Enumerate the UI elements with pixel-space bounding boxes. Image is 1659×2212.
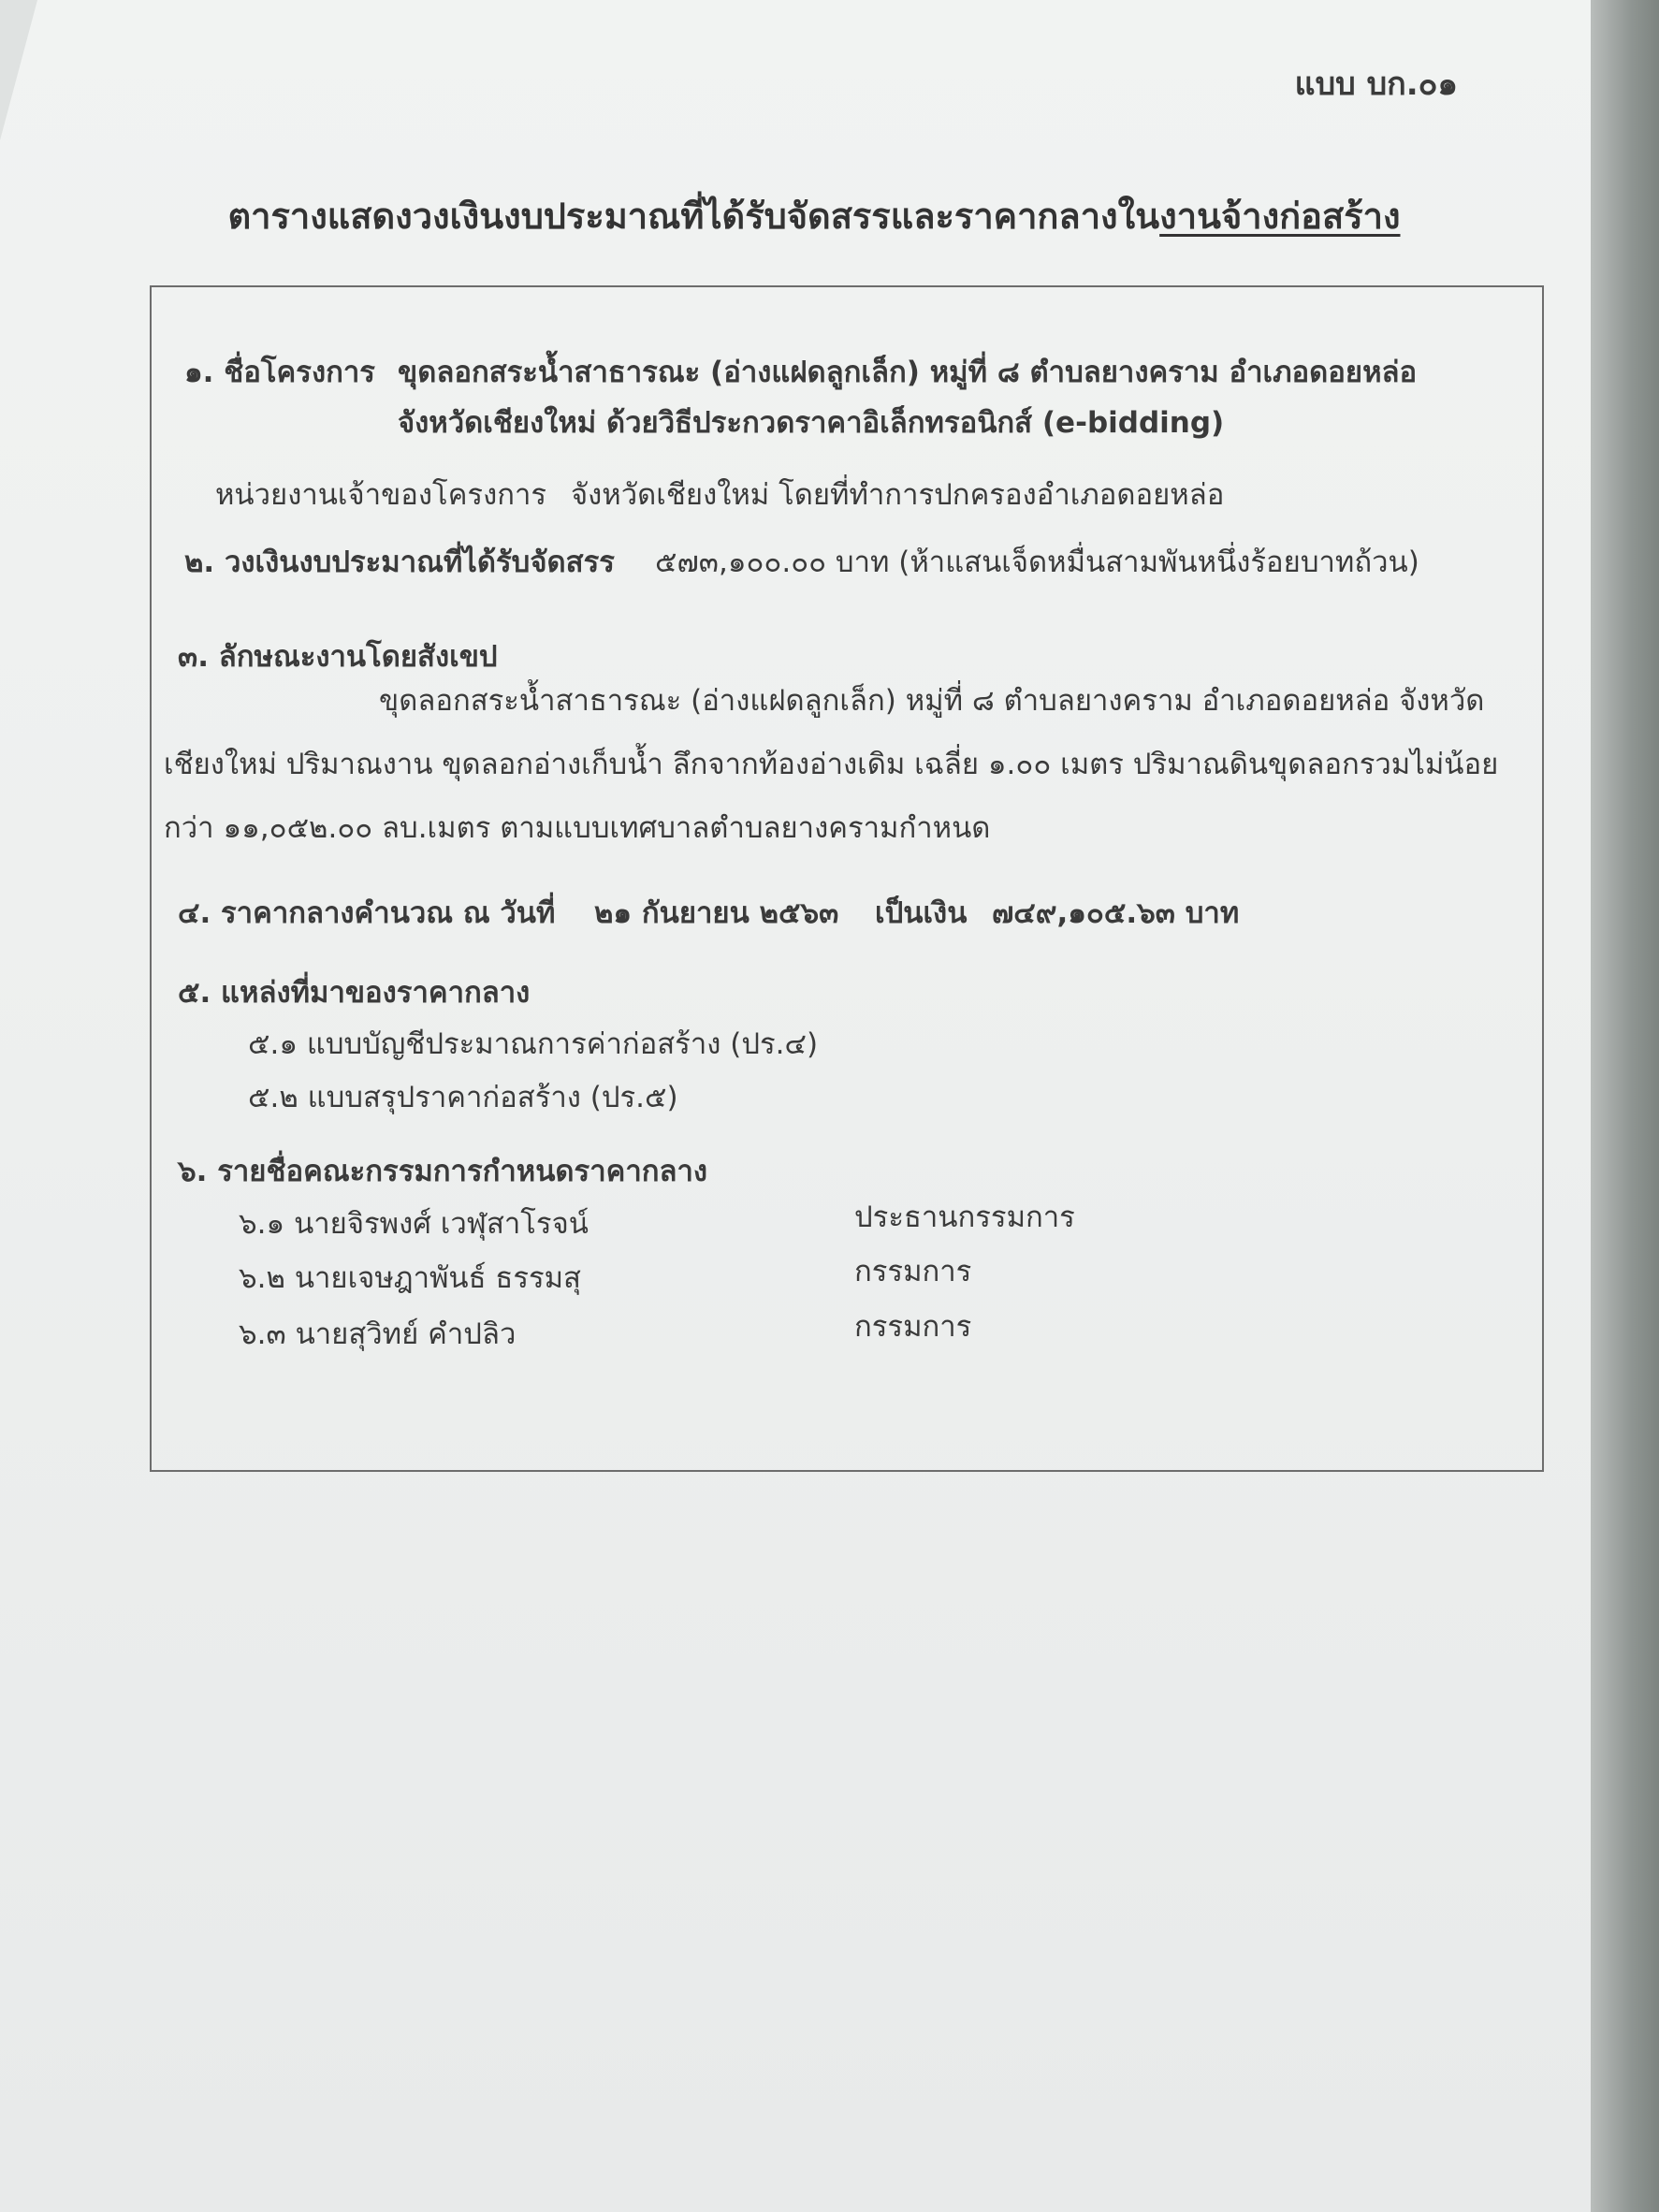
title-underlined: งานจ้างก่อสร้าง — [1159, 196, 1401, 237]
committee-member-name: ๖.๒ นายเจษฎาพันธ์ ธรรมสุ — [239, 1261, 581, 1295]
committee-member-name: ๖.๓ นายสุวิทย์ คำปลิว — [239, 1317, 517, 1351]
page-corner — [0, 0, 37, 140]
item6-label: ๖. รายชื่อคณะกรรมการกำหนดราคากลาง — [178, 1155, 708, 1188]
project-name-line2: จังหวัดเชียงใหม่ ด้วยวิธีประกวดราคาอิเล็กทรอนิกส์ (e-bidding) — [398, 406, 1225, 440]
calc-date: ๒๑ กันยายน ๒๕๖๓ — [594, 896, 839, 930]
form-code: แบบ บก.๐๑ — [1294, 65, 1458, 103]
source-item: ๕.๒ แบบสรุปราคาก่อสร้าง (ปร.๕) — [248, 1081, 678, 1114]
item5-label: ๕. แหล่งที่มาของราคากลาง — [178, 976, 531, 1010]
budget-amount: ๕๗๓,๑๐๐.๐๐ บาท (ห้าแสนเจ็ดหมื่นสามพันหนึ่งร้อยบาทถ้วน) — [655, 546, 1419, 579]
work-description: ขุดลอกสระน้ำสาธารณะ (อ่างแฝดลูกเล็ก) หมู่ที่ ๘ ตำบลยางคราม อำเภอดอยหล่อ จังหวัดเชียงใหม่ ปริมาณงาน ขุดลอกอ่างเก็บน้ำ ลึกจากท้องอ่างเดิม เฉลี่ย ๑.๐๐ เมตร ปริมาณดินขุดลอกรวมไม่น้อยกว่า ๑๑,๐๕๒.๐๐ ลบ.เมตร ตามแบบเทศบาลตำบลยางครามกำหนด — [164, 684, 1499, 845]
committee-member-name: ๖.๑ นายจิรพงศ์ เวฬุสาโรจน์ — [239, 1207, 589, 1241]
committee-member-role: ประธานกรรมการ — [854, 1201, 1075, 1234]
owner-value: จังหวัดเชียงใหม่ โดยที่ทำการปกครองอำเภอดอยหล่อ — [571, 478, 1225, 512]
amount-label: เป็นเงิน — [875, 896, 968, 930]
item3-label: ๓. ลักษณะงานโดยสังเขป — [178, 640, 498, 674]
item2-label: ๒. วงเงินงบประมาณที่ได้รับจัดสรร — [184, 546, 615, 579]
committee-member-role: กรรมการ — [854, 1255, 972, 1288]
source-item: ๕.๑ แบบบัญชีประมาณการค่าก่อสร้าง (ปร.๔) — [248, 1027, 819, 1061]
median-price-amount: ๗๔๙,๑๐๕.๖๓ บาท — [992, 896, 1240, 930]
project-name-line1: ขุดลอกสระน้ำสาธารณะ (อ่างแฝดลูกเล็ก) หมู่ที่ ๘ ตำบลยางคราม อำเภอดอยหล่อ — [398, 356, 1418, 389]
committee-member-role: กรรมการ — [854, 1310, 972, 1344]
item4-label: ๔. ราคากลางคำนวณ ณ วันที่ — [178, 896, 556, 930]
owner-label: หน่วยงานเจ้าของโครงการ — [215, 478, 547, 512]
document-title — [150, 187, 1478, 244]
page-edge-shadow — [1591, 0, 1659, 2212]
item1-label: ๑. ชื่อโครงการ — [184, 356, 375, 389]
title-main: ตารางแสดงวงเงินงบประมาณที่ได้รับจัดสรรและราคากลางใน — [227, 196, 1160, 237]
